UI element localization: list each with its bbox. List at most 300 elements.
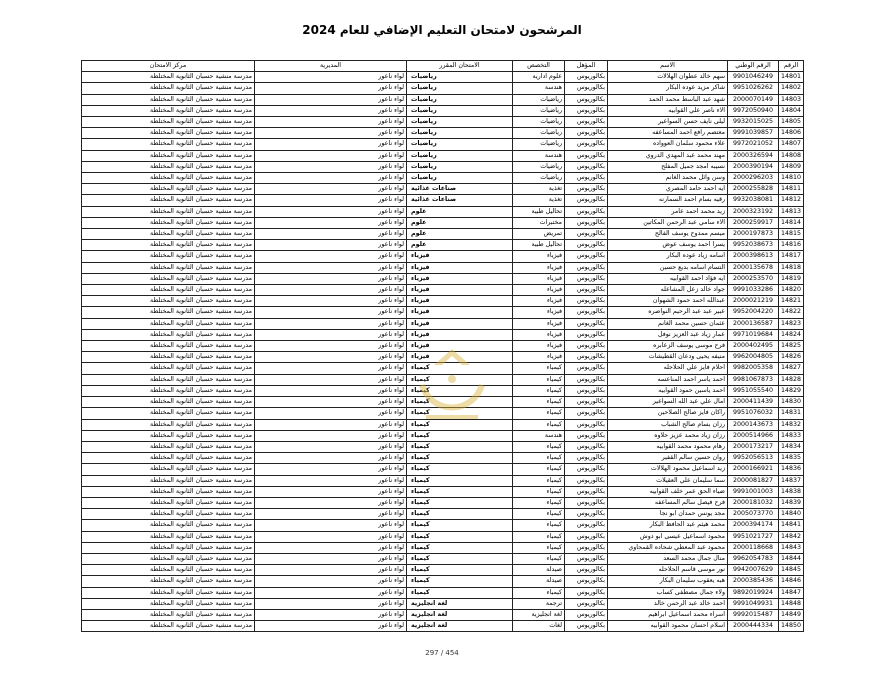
row-name: هبه يعقوب سليمان البكار [608, 576, 728, 587]
row-qualification: بكالوريوس [565, 352, 608, 363]
row-name: اسلام احسان محمود القوابيه [608, 621, 728, 632]
row-name: احمد ياسين حمود القوابيه [608, 385, 728, 396]
table-row [82, 150, 804, 161]
row-directorate: لواء ناعور [255, 430, 407, 441]
row-national-id: 2000166921 [728, 464, 779, 475]
table-row [82, 509, 804, 520]
row-exam: رياضيات [407, 128, 513, 139]
row-directorate: لواء ناعور [255, 453, 407, 464]
row-qualification: بكالوريوس [565, 273, 608, 284]
row-qualification: بكالوريوس [565, 509, 608, 520]
row-qualification: بكالوريوس [565, 184, 608, 195]
table-row [82, 341, 804, 352]
row-exam: كيمياء [407, 553, 513, 564]
row-exam-center: مدرسة منشية حسبان الثانوية المختلطة [82, 229, 255, 240]
row-specialization: كيمياء [513, 531, 565, 542]
row-exam: كيمياء [407, 363, 513, 374]
table-header-row [82, 61, 804, 72]
row-specialization: رياضيات [513, 161, 565, 172]
row-qualification: بكالوريوس [565, 307, 608, 318]
row-specialization: فيزياء [513, 341, 565, 352]
row-national-id: 9991001003 [728, 486, 779, 497]
row-national-id: 9942007629 [728, 565, 779, 576]
row-national-id: 9952056513 [728, 453, 779, 464]
table-row [82, 262, 804, 273]
table-row [82, 621, 804, 632]
table-row [82, 464, 804, 475]
row-directorate: لواء ناعور [255, 217, 407, 228]
row-exam-center: مدرسة منشية حسبان الثانوية المختلطة [82, 553, 255, 564]
row-exam: كيمياء [407, 486, 513, 497]
row-directorate: لواء ناعور [255, 318, 407, 329]
row-name: نسيبه امجد جميل المفلح [608, 161, 728, 172]
row-exam: فيزياء [407, 285, 513, 296]
row-exam: كيمياء [407, 497, 513, 508]
row-exam-center: مدرسة منشية حسبان الثانوية المختلطة [82, 419, 255, 430]
row-name: ضياء الحق عمر خلف القوابيه [608, 486, 728, 497]
row-number: 14828 [779, 374, 804, 385]
row-national-id: 2000255828 [728, 184, 779, 195]
row-exam-center: مدرسة منشية حسبان الثانوية المختلطة [82, 565, 255, 576]
header-specialization: التخصص [513, 61, 565, 72]
row-name: محمود اسماعيل عيسى ابو دوش [608, 531, 728, 542]
row-national-id: 2000394174 [728, 520, 779, 531]
row-number: 14838 [779, 486, 804, 497]
row-specialization: فيزياء [513, 251, 565, 262]
row-national-id: 2000444334 [728, 621, 779, 632]
row-qualification: بكالوريوس [565, 150, 608, 161]
row-qualification: بكالوريوس [565, 598, 608, 609]
table-row [82, 453, 804, 464]
row-name: زيد محمد احمد عامر [608, 206, 728, 217]
table-row [82, 486, 804, 497]
row-exam: رياضيات [407, 150, 513, 161]
row-number: 14804 [779, 105, 804, 116]
row-exam-center: مدرسة منشية حسبان الثانوية المختلطة [82, 509, 255, 520]
row-exam: رياضيات [407, 117, 513, 128]
row-exam-center: مدرسة منشية حسبان الثانوية المختلطة [82, 217, 255, 228]
row-specialization: كيمياء [513, 363, 565, 374]
row-specialization: كيمياء [513, 486, 565, 497]
row-national-id: 9932038081 [728, 195, 779, 206]
row-exam: كيمياء [407, 587, 513, 598]
row-name: ايه فؤاد احمد القوابيه [608, 273, 728, 284]
row-name: عبدالله احمد حمود الشهوان [608, 296, 728, 307]
row-specialization: تحاليل طبية [513, 206, 565, 217]
row-exam: فيزياء [407, 273, 513, 284]
row-number: 14840 [779, 509, 804, 520]
table-row [82, 195, 804, 206]
row-national-id: 2000514966 [728, 430, 779, 441]
row-exam-center: مدرسة منشية حسبان الثانوية المختلطة [82, 206, 255, 217]
row-exam: علوم [407, 217, 513, 228]
row-national-id: 2000173217 [728, 441, 779, 452]
row-exam-center: مدرسة منشية حسبان الثانوية المختلطة [82, 363, 255, 374]
row-name: رهام محمود محمد القوابيه [608, 441, 728, 452]
row-exam: كيمياء [407, 408, 513, 419]
row-national-id: 9991033286 [728, 285, 779, 296]
candidates-table [81, 60, 804, 632]
row-exam-center: مدرسة منشية حسبان الثانوية المختلطة [82, 374, 255, 385]
row-exam: كيمياء [407, 475, 513, 486]
row-specialization: كيمياء [513, 520, 565, 531]
table-row [82, 217, 804, 228]
row-directorate: لواء ناعور [255, 374, 407, 385]
row-exam-center: مدرسة منشية حسبان الثانوية المختلطة [82, 105, 255, 116]
table-row [82, 565, 804, 576]
row-directorate: لواء ناعور [255, 419, 407, 430]
row-directorate: لواء ناعور [255, 553, 407, 564]
row-exam-center: مدرسة منشية حسبان الثانوية المختلطة [82, 441, 255, 452]
table-row [82, 363, 804, 374]
row-qualification: بكالوريوس [565, 217, 608, 228]
header-number: الرقم [779, 61, 804, 72]
row-national-id: 2000390194 [728, 161, 779, 172]
row-national-id: 9932015025 [728, 117, 779, 128]
row-qualification: بكالوريوس [565, 229, 608, 240]
row-exam: كيمياء [407, 397, 513, 408]
row-exam: رياضيات [407, 173, 513, 184]
table-row [82, 184, 804, 195]
table-row [82, 318, 804, 329]
row-exam-center: مدرسة منشية حسبان الثانوية المختلطة [82, 329, 255, 340]
row-qualification: بكالوريوس [565, 240, 608, 251]
row-qualification: بكالوريوس [565, 453, 608, 464]
row-directorate: لواء ناعور [255, 587, 407, 598]
row-number: 14846 [779, 576, 804, 587]
row-directorate: لواء ناعور [255, 464, 407, 475]
row-number: 14825 [779, 341, 804, 352]
row-exam-center: مدرسة منشية حسبان الثانوية المختلطة [82, 341, 255, 352]
row-specialization: هندسة [513, 430, 565, 441]
row-number: 14848 [779, 598, 804, 609]
row-exam: فيزياء [407, 341, 513, 352]
row-qualification: بكالوريوس [565, 262, 608, 273]
row-specialization: فيزياء [513, 273, 565, 284]
row-exam: رياضيات [407, 83, 513, 94]
table-row [82, 105, 804, 116]
row-specialization: رياضيات [513, 105, 565, 116]
row-directorate: لواء ناعور [255, 128, 407, 139]
row-name: رزان زياد محمد عزيز حلاوه [608, 430, 728, 441]
row-qualification: بكالوريوس [565, 565, 608, 576]
header-qualification: المؤهل [565, 61, 608, 72]
row-exam: علوم [407, 206, 513, 217]
row-national-id: 9972021052 [728, 139, 779, 150]
row-qualification: بكالوريوس [565, 587, 608, 598]
table-row [82, 475, 804, 486]
row-name: فرح فيصل سالم المساعفه [608, 497, 728, 508]
row-name: محمد هيثم عبد الحافظ البكار [608, 520, 728, 531]
row-exam-center: مدرسة منشية حسبان الثانوية المختلطة [82, 621, 255, 632]
row-directorate: لواء ناعور [255, 598, 407, 609]
row-specialization: فيزياء [513, 318, 565, 329]
row-qualification: بكالوريوس [565, 553, 608, 564]
row-name: اسامه زياد عوده البكار [608, 251, 728, 262]
row-specialization: كيمياء [513, 553, 565, 564]
row-number: 14815 [779, 229, 804, 240]
row-specialization: كيمياء [513, 397, 565, 408]
row-name: منيفه يحيى ودعان القطيشات [608, 352, 728, 363]
row-number: 14803 [779, 94, 804, 105]
row-qualification: بكالوريوس [565, 117, 608, 128]
row-specialization: كيمياء [513, 475, 565, 486]
row-exam-center: مدرسة منشية حسبان الثانوية المختلطة [82, 576, 255, 587]
row-specialization: مختبرات [513, 217, 565, 228]
row-number: 14802 [779, 83, 804, 94]
row-exam-center: مدرسة منشية حسبان الثانوية المختلطة [82, 273, 255, 284]
row-number: 14842 [779, 531, 804, 542]
row-exam-center: مدرسة منشية حسبان الثانوية المختلطة [82, 195, 255, 206]
row-number: 14850 [779, 621, 804, 632]
row-specialization: كيمياء [513, 509, 565, 520]
row-specialization: رياضيات [513, 94, 565, 105]
row-exam-center: مدرسة منشية حسبان الثانوية المختلطة [82, 161, 255, 172]
row-name: سما سليمان علي العقيلات [608, 475, 728, 486]
row-exam: علوم [407, 229, 513, 240]
row-directorate: لواء ناعور [255, 352, 407, 363]
row-specialization: كيمياء [513, 441, 565, 452]
row-number: 14822 [779, 307, 804, 318]
row-number: 14849 [779, 609, 804, 620]
row-national-id: 2000259917 [728, 217, 779, 228]
row-exam-center: مدرسة منشية حسبان الثانوية المختلطة [82, 296, 255, 307]
row-national-id: 2000136587 [728, 318, 779, 329]
row-exam: صناعات غذائية [407, 195, 513, 206]
table-row [82, 419, 804, 430]
row-directorate: لواء ناعور [255, 531, 407, 542]
row-number: 14835 [779, 453, 804, 464]
row-specialization: فيزياء [513, 262, 565, 273]
row-name: عبير عبد عبد الرحيم النواصره [608, 307, 728, 318]
table-row [82, 374, 804, 385]
row-number: 14829 [779, 385, 804, 396]
row-exam: فيزياء [407, 262, 513, 273]
row-number: 14843 [779, 542, 804, 553]
row-specialization: هندسة [513, 150, 565, 161]
row-exam: علوم [407, 240, 513, 251]
row-number: 14834 [779, 441, 804, 452]
row-specialization: فيزياء [513, 285, 565, 296]
row-national-id: 9991049931 [728, 598, 779, 609]
row-exam-center: مدرسة منشية حسبان الثانوية المختلطة [82, 83, 255, 94]
row-national-id: 2000070149 [728, 94, 779, 105]
row-name: وسن وائل محمد الغانم [608, 173, 728, 184]
row-name: ميسم ممدوح يوسف الفالح [608, 229, 728, 240]
row-name: فرح موسى يوسف الزعابره [608, 341, 728, 352]
row-exam: فيزياء [407, 307, 513, 318]
table-row [82, 553, 804, 564]
row-directorate: لواء ناعور [255, 195, 407, 206]
row-qualification: بكالوريوس [565, 128, 608, 139]
row-name: روان حسين سالم القفير [608, 453, 728, 464]
row-national-id: 2000398613 [728, 251, 779, 262]
row-qualification: بكالوريوس [565, 609, 608, 620]
row-exam-center: مدرسة منشية حسبان الثانوية المختلطة [82, 307, 255, 318]
row-name: ولاء جمال مصطفى كساب [608, 587, 728, 598]
row-name: امال علي عبد الله السواعير [608, 397, 728, 408]
row-national-id: 9951021727 [728, 531, 779, 542]
row-exam: كيمياء [407, 531, 513, 542]
row-exam-center: مدرسة منشية حسبان الثانوية المختلطة [82, 531, 255, 542]
row-directorate: لواء ناعور [255, 408, 407, 419]
row-directorate: لواء ناعور [255, 609, 407, 620]
row-name: محمود عبد المعطي شحاده القمحاوي [608, 542, 728, 553]
table-row [82, 497, 804, 508]
row-directorate: لواء ناعور [255, 341, 407, 352]
table-row [82, 587, 804, 598]
row-name: عمار زياد عبد العزيز نوفل [608, 329, 728, 340]
row-qualification: بكالوريوس [565, 195, 608, 206]
row-exam-center: مدرسة منشية حسبان الثانوية المختلطة [82, 542, 255, 553]
row-name: شاكر مزيد عوده البكار [608, 83, 728, 94]
row-number: 14824 [779, 329, 804, 340]
row-number: 14832 [779, 419, 804, 430]
row-exam: كيمياء [407, 520, 513, 531]
row-qualification: بكالوريوس [565, 374, 608, 385]
table-row [82, 609, 804, 620]
row-qualification: بكالوريوس [565, 83, 608, 94]
row-national-id: 2000143673 [728, 419, 779, 430]
row-specialization: فيزياء [513, 329, 565, 340]
row-number: 14831 [779, 408, 804, 419]
row-directorate: لواء ناعور [255, 184, 407, 195]
row-directorate: لواء ناعور [255, 576, 407, 587]
row-name: سهم خالد عطوان الهلالات [608, 72, 728, 83]
table-row [82, 94, 804, 105]
row-name: مجد يونس حمدان ابو نجا [608, 509, 728, 520]
row-directorate: لواء ناعور [255, 262, 407, 273]
row-qualification: بكالوريوس [565, 318, 608, 329]
row-specialization: كيمياء [513, 419, 565, 430]
row-directorate: لواء ناعور [255, 542, 407, 553]
row-exam-center: مدرسة منشية حسبان الثانوية المختلطة [82, 173, 255, 184]
row-name: علاء محمود سلمان العوواده [608, 139, 728, 150]
table-row [82, 441, 804, 452]
row-directorate: لواء ناعور [255, 329, 407, 340]
row-national-id: 9991039857 [728, 128, 779, 139]
row-national-id: 2000021219 [728, 296, 779, 307]
row-name: جواد خالد زعل المشاعله [608, 285, 728, 296]
row-exam: فيزياء [407, 318, 513, 329]
row-national-id: 9951076032 [728, 408, 779, 419]
row-exam: لغة انجليزية [407, 621, 513, 632]
row-number: 14830 [779, 397, 804, 408]
row-specialization: تغذية [513, 184, 565, 195]
row-national-id: 9892019924 [728, 587, 779, 598]
row-national-id: 2000118668 [728, 542, 779, 553]
table-row [82, 430, 804, 441]
row-number: 14841 [779, 520, 804, 531]
page-title: المرشحون لامتحان التعليم الإضافي للعام 2024 [302, 23, 582, 37]
row-qualification: بكالوريوس [565, 341, 608, 352]
row-directorate: لواء ناعور [255, 229, 407, 240]
row-number: 14814 [779, 217, 804, 228]
table-row [82, 329, 804, 340]
row-exam: كيمياء [407, 542, 513, 553]
row-directorate: لواء ناعور [255, 520, 407, 531]
header-directorate: المديرية [255, 61, 407, 72]
row-exam-center: مدرسة منشية حسبان الثانوية المختلطة [82, 464, 255, 475]
table-row [82, 576, 804, 587]
table-row [82, 240, 804, 251]
row-specialization: كيمياء [513, 497, 565, 508]
row-exam: كيمياء [407, 419, 513, 430]
row-name: احمد خالد عبد الرحمن خالد [608, 598, 728, 609]
row-number: 14818 [779, 262, 804, 273]
row-exam: رياضيات [407, 139, 513, 150]
row-name: الاء ناصر علي القوابيه [608, 105, 728, 116]
row-specialization: لغة انجليزية [513, 609, 565, 620]
row-exam: رياضيات [407, 94, 513, 105]
row-national-id: 9982005358 [728, 363, 779, 374]
row-number: 14821 [779, 296, 804, 307]
table-row [82, 307, 804, 318]
row-specialization: صيدلة [513, 565, 565, 576]
row-qualification: بكالوريوس [565, 206, 608, 217]
row-national-id: 9951026262 [728, 83, 779, 94]
row-qualification: بكالوريوس [565, 285, 608, 296]
row-name: راكان فايز صالح الصلاحين [608, 408, 728, 419]
row-number: 14809 [779, 161, 804, 172]
row-number: 14837 [779, 475, 804, 486]
row-national-id: 2000411439 [728, 397, 779, 408]
row-national-id: 2000326594 [728, 150, 779, 161]
row-national-id: 9952038673 [728, 240, 779, 251]
row-directorate: لواء ناعور [255, 150, 407, 161]
row-national-id: 2000181032 [728, 497, 779, 508]
table-row [82, 598, 804, 609]
row-exam-center: مدرسة منشية حسبان الثانوية المختلطة [82, 318, 255, 329]
row-exam-center: مدرسة منشية حسبان الثانوية المختلطة [82, 497, 255, 508]
row-specialization: كيمياء [513, 374, 565, 385]
row-number: 14811 [779, 184, 804, 195]
row-specialization: رياضيات [513, 117, 565, 128]
row-exam-center: مدرسة منشية حسبان الثانوية المختلطة [82, 430, 255, 441]
row-directorate: لواء ناعور [255, 105, 407, 116]
table-row [82, 251, 804, 262]
row-exam: رياضيات [407, 161, 513, 172]
row-qualification: بكالوريوس [565, 94, 608, 105]
row-name: التسام اسامه بديع حسين [608, 262, 728, 273]
row-exam-center: مدرسة منشية حسبان الثانوية المختلطة [82, 94, 255, 105]
row-national-id: 9992015487 [728, 609, 779, 620]
row-specialization: علوم ادارية [513, 72, 565, 83]
table-row [82, 385, 804, 396]
row-directorate: لواء ناعور [255, 441, 407, 452]
row-name: احمد ياسر احمد المناعسه [608, 374, 728, 385]
row-exam: كيمياء [407, 565, 513, 576]
row-name: نور موسى قاسم الحلاحله [608, 565, 728, 576]
row-directorate: لواء ناعور [255, 251, 407, 262]
row-exam-center: مدرسة منشية حسبان الثانوية المختلطة [82, 453, 255, 464]
row-directorate: لواء ناعور [255, 240, 407, 251]
table-row [82, 83, 804, 94]
row-qualification: بكالوريوس [565, 385, 608, 396]
row-qualification: بكالوريوس [565, 408, 608, 419]
row-number: 14807 [779, 139, 804, 150]
row-national-id: 9952004220 [728, 307, 779, 318]
header-national-id: الرقم الوطني [728, 61, 779, 72]
row-number: 14833 [779, 430, 804, 441]
row-national-id: 2000385436 [728, 576, 779, 587]
row-qualification: بكالوريوس [565, 520, 608, 531]
row-exam: فيزياء [407, 329, 513, 340]
row-number: 14819 [779, 273, 804, 284]
row-qualification: بكالوريوس [565, 531, 608, 542]
row-specialization: كيمياء [513, 453, 565, 464]
row-number: 14816 [779, 240, 804, 251]
